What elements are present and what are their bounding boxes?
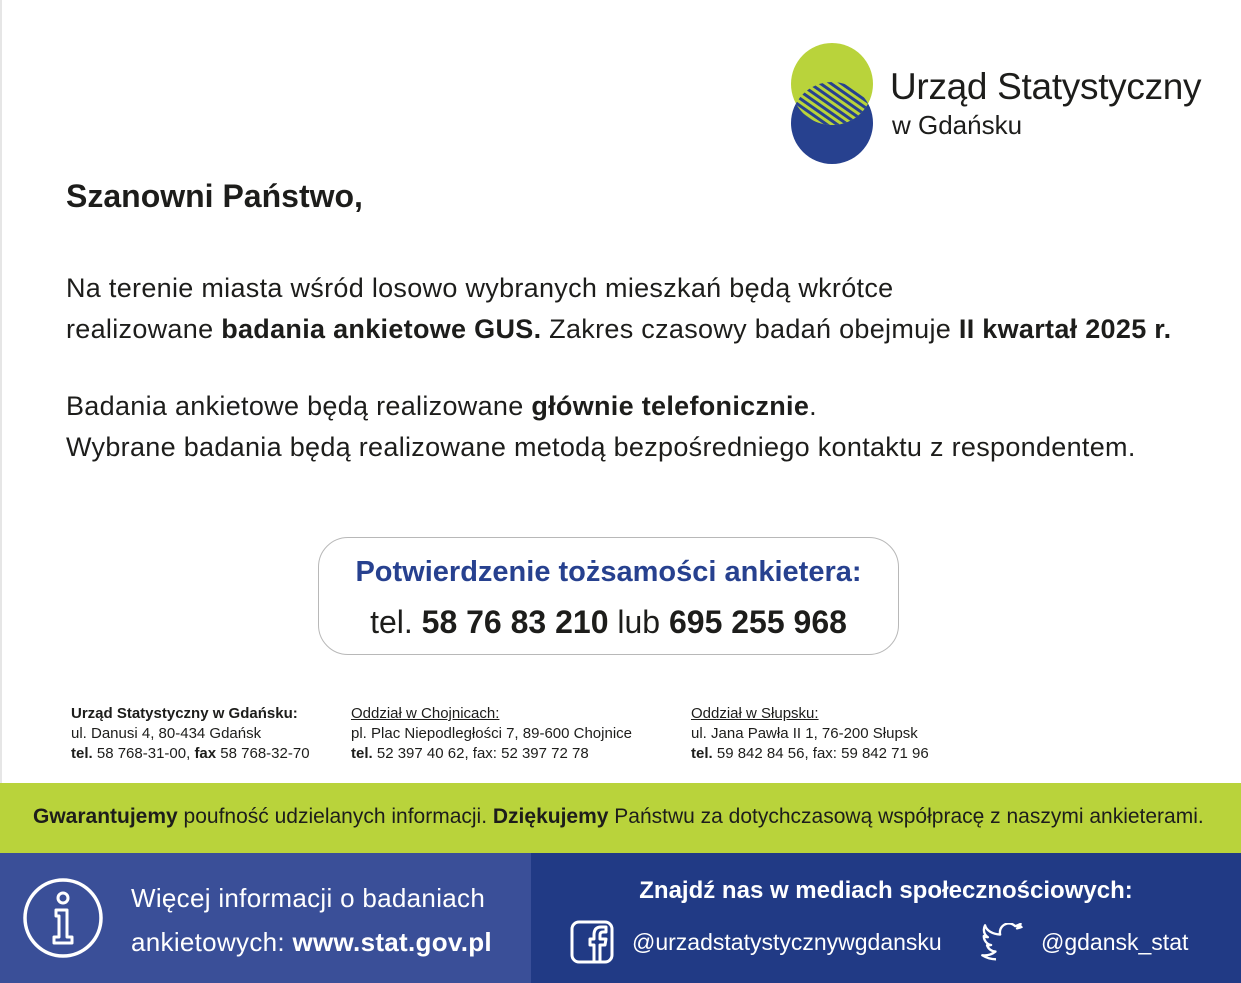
paragraph-line: Na terenie miasta wśród losowo wybranych mieszkań będą wkrótce <box>66 273 894 303</box>
info-icon <box>22 877 104 959</box>
logo-name: Urząd Statystyczny <box>890 66 1202 107</box>
logo <box>790 42 1202 166</box>
office-contact: tel. 58 768-31-00, fax 58 768-32-70 <box>71 745 310 762</box>
social-panel <box>531 853 1241 983</box>
office-contact: tel. 59 842 84 56, fax: 59 842 71 96 <box>691 745 929 762</box>
office-title: Oddział w Słupsku: <box>691 705 819 722</box>
logo-subtitle: w Gdańsku <box>892 110 1023 140</box>
info-text: Więcej informacji o badaniach <box>131 883 486 913</box>
identity-confirmation-box <box>318 537 899 655</box>
office-address: ul. Danusi 4, 80-434 Gdańsk <box>71 725 262 742</box>
facebook-handle[interactable]: @urzadstatystycznywgdansku <box>632 929 942 955</box>
guarantee-banner <box>0 783 1241 853</box>
guarantee-text: Gwarantujemy poufność udzielanych informacji. Dziękujemy Państwu za dotychczasową współpracę z naszymi ankieterami. <box>33 805 1204 828</box>
paragraph-line: realizowane badania ankietowe GUS. Zakres czasowy badań obejmuje II kwartał 2025 r. <box>66 314 1172 344</box>
confirmation-phones: tel. 58 76 83 210 lub 695 255 968 <box>370 604 847 640</box>
twitter-icon[interactable] <box>981 923 1027 961</box>
facebook-icon[interactable] <box>570 920 614 964</box>
survey-period: II kwartał 2025 r. <box>958 314 1172 344</box>
website-link[interactable]: www.stat.gov.pl <box>292 927 492 957</box>
phone-number-1[interactable]: 58 76 83 210 <box>421 604 609 640</box>
office-address: pl. Plac Niepodległości 7, 89-600 Chojnice <box>351 725 633 742</box>
office-slupsk <box>691 704 929 764</box>
office-contact: tel. 52 397 40 62, fax: 52 397 72 78 <box>351 745 589 762</box>
info-panel <box>0 853 531 983</box>
survey-method: głównie telefonicznie <box>531 391 810 421</box>
office-title: Oddział w Chojnicach: <box>351 705 500 722</box>
twitter-handle[interactable]: @gdansk_stat <box>1041 929 1189 955</box>
social-title: Znajdź nas w mediach społecznościowych: <box>639 877 1133 904</box>
office-chojnice <box>351 704 632 764</box>
paragraph-line: Badania ankietowe będą realizowane głównie telefonicznie. <box>66 391 817 421</box>
paragraph-survey-info <box>66 268 1171 350</box>
office-title: Urząd Statystyczny w Gdańsku: <box>71 705 298 722</box>
greeting: Szanowni Państwo, <box>66 178 363 214</box>
page-border <box>0 0 2 783</box>
info-text-link: ankietowych: www.stat.gov.pl <box>131 927 492 957</box>
phone-number-2[interactable]: 695 255 968 <box>668 604 847 640</box>
office-gdansk <box>71 704 310 764</box>
confirmation-title: Potwierdzenie tożsamości ankietera: <box>355 556 862 588</box>
logo-circles-icon <box>790 42 880 166</box>
paragraph-line: Wybrane badania będą realizowane metodą bezpośredniego kontaktu z respondentem. <box>66 432 1136 462</box>
survey-name: badania ankietowe GUS. <box>221 314 542 344</box>
office-address: ul. Jana Pawła II 1, 76-200 Słupsk <box>691 725 918 742</box>
paragraph-survey-method <box>66 386 1136 468</box>
